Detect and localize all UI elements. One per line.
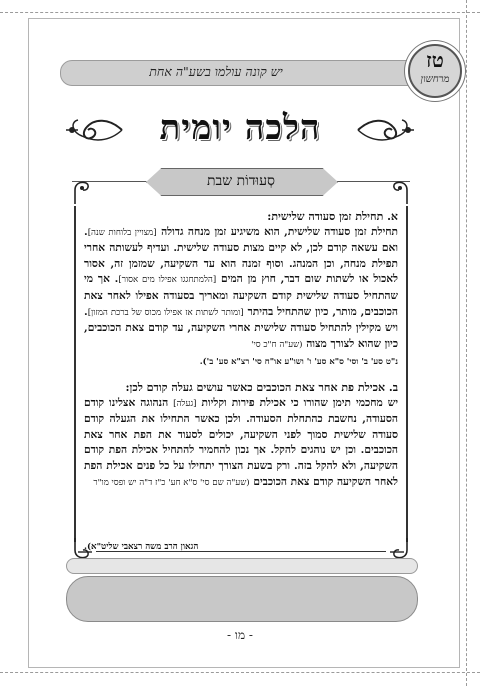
frame-corner-ornament-top-right	[390, 178, 416, 204]
section-b-note-1: [געלה]	[173, 398, 197, 409]
frame-border-left	[74, 206, 76, 542]
section-a-source: נ"ט סע' ב' וסי' ס"א סע' ו' ושו"ע או"ח סי' רצ"א סע' ב').	[199, 356, 398, 367]
section-a-text-1: תחילת זמן סעודה שלישית, הוא משיגיע זמן מנחה גדולה	[156, 225, 398, 238]
footer-banner	[66, 576, 418, 622]
section-b-heading: ב. אכילת פת אחר צאת הכוכבים כאשר עושים געלה קודם לכן:	[125, 380, 398, 394]
section-spacer	[84, 370, 398, 380]
header-tagline: יש קונה עולמו בשע"ה אחת	[149, 64, 283, 79]
subtitle-text: סְעוּדוֹת שבת	[207, 173, 275, 189]
cut-line-right	[466, 0, 467, 686]
frame-border-right	[406, 206, 408, 542]
section-a-body	[84, 225, 398, 354]
cut-line-top	[0, 12, 480, 13]
date-badge-day: טז	[426, 48, 444, 72]
page-number: - מו -	[227, 628, 253, 642]
date-badge-month: מרחשון	[420, 74, 450, 85]
section-a-note-4: (שע"ה ח"כ סי'	[251, 339, 303, 350]
section-a-text-2: . ואם עשאה קודם לכן, לא קיים מצות סעודה שלישית. ועדיף לעשותה אחרי תפילת מנחה, וכן המנהג. וסוף זמנה הוא עד השקיעה, שמזמן זה, אסור לאכול או לשתות שום דבר, חוץ מן המים	[84, 225, 398, 286]
section-b-signature: הגאון הרב משה רצאבי שליט"א).	[84, 542, 199, 552]
section-a-note-3: [ומותר לשתות אז אפילו מכוס של ברכת המזון]	[87, 307, 244, 318]
section-b-text-2: הנהוגה אצלינו קודם הסעודה, נחשבת כהתחלת הסעודה. ולכן כאשר התחילו את הגעלה קודם סעודה שלישית סמוך לפני השקיעה, יכולים לסעוד את הפת אחר צאת הכוכבים. וכן יש נוהגים להקל. אך נכון להחמיר להתחיל אכילת הפת קודם השקיעה, ולא להקל בזה. ורק בשעת הצורך יתחילו על כל פנים אכילת הפת לאחר השקיעה קודם צאת הכוכבים	[84, 396, 398, 488]
flourish-left-ornament	[64, 112, 124, 148]
cut-line-bottom	[0, 672, 480, 673]
page-title: הלכה יומית	[159, 108, 321, 148]
frame-corner-ornament-top-left	[66, 178, 92, 204]
flourish-right-ornament	[356, 112, 416, 148]
section-a-heading: א. תחילת זמן סעודה שלישית:	[267, 210, 398, 223]
section-a-text-3: . אך מי שהתחיל סעודה שלישית קודם השקיעה ומאריך בסעודה אפילו לאחר צאת הכוכבים, מותר, כיון שהתחיל בהיתר	[84, 273, 398, 318]
footer-thin-bar	[66, 558, 418, 574]
section-b-text-1: יש מחכמי תימן שהורו כי אכילת פירות וקליות	[196, 396, 398, 409]
section-a-note-2: [הלמתחגגו אפילו מים אסור]	[118, 275, 217, 286]
section-a-note-1: [מצויין בלוחות שנה]	[87, 227, 157, 238]
section-b-body	[84, 396, 398, 492]
halacha-content	[84, 209, 398, 491]
section-a-text-4: . ויש מקילין להתחיל סעודה שלישית אחרי השקיעה, עד קודם צאת הכוכבים, כיון שהוא לצורך מצוה	[84, 305, 398, 350]
section-b-note-2: (שע"ה שם סי' ס"א חע' כ"ז ד"ה יש ופסי מו"ר	[93, 477, 250, 488]
